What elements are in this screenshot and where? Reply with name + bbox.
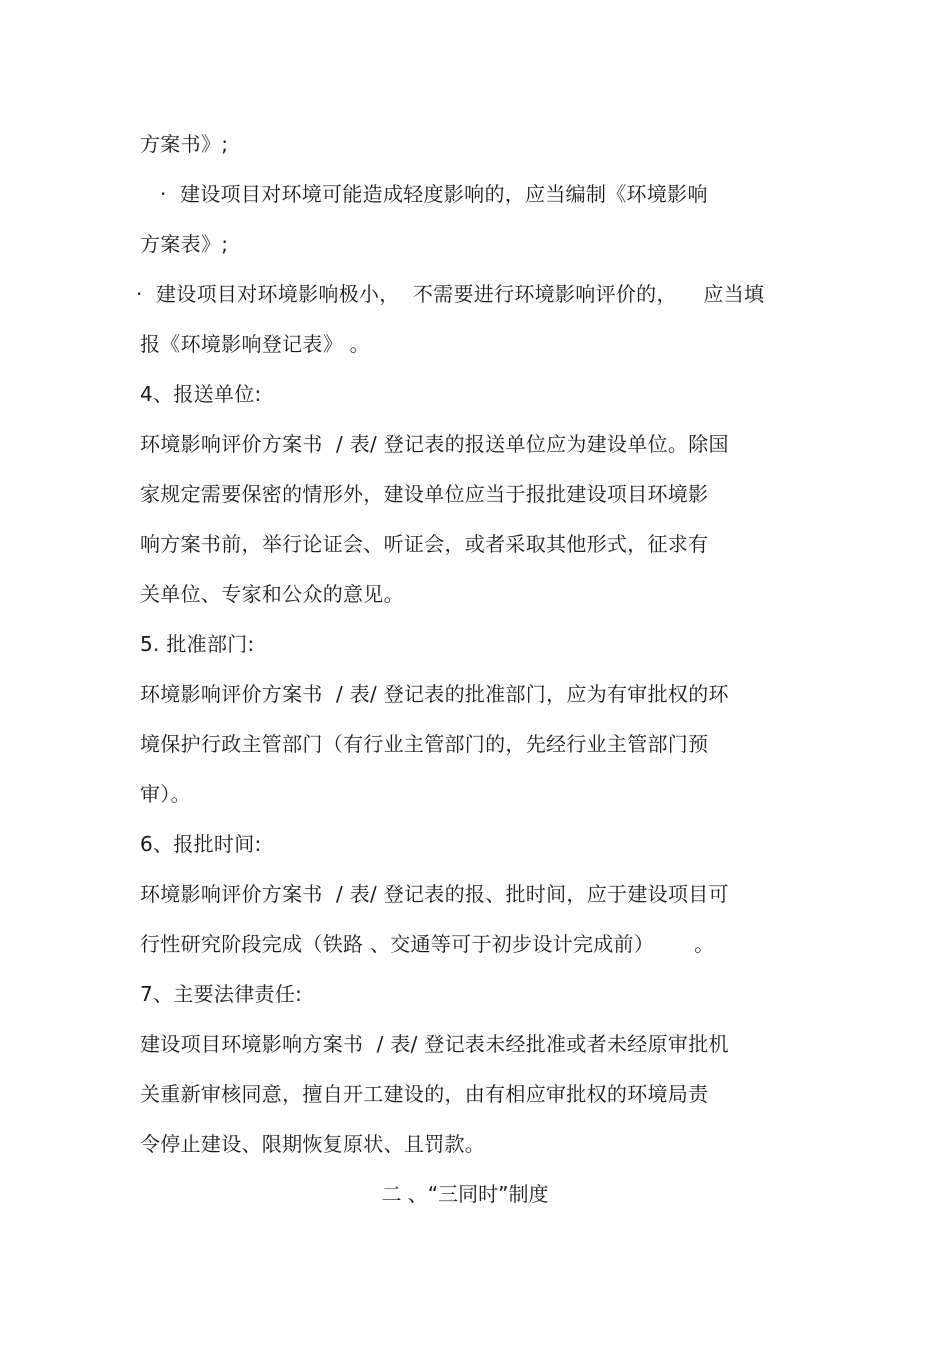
section-title: 二 、“三同时”制度 <box>381 1182 549 1206</box>
text-line: 家规定需要保密的情形外，建设单位应当于报批建设项目环境影 <box>140 482 709 506</box>
text-line: 报《环境影响登记表》 。 <box>140 332 370 356</box>
text-line: 令停止建设、限期恢复原状、且罚款。 <box>140 1132 486 1156</box>
text-line: 关单位、专家和公众的意见。 <box>140 582 404 606</box>
text-line: 环境影响评价方案书 / 表/ 登记表的报送单位应为建设单位。除国 <box>140 432 729 456</box>
text-line: 方案表》; <box>140 232 229 256</box>
section-heading-6: 6、报批时间: <box>140 832 262 856</box>
text-line: 环境影响评价方案书 / 表/ 登记表的报、批时间，应于建设项目可 <box>140 882 729 906</box>
text-line: 建设项目环境影响方案书 / 表/ 登记表未经批准或者未经原审批机 <box>140 1032 729 1056</box>
bullet-line: · 建设项目对环境可能造成轻度影响的，应当编制《环境影响 <box>140 182 708 206</box>
section-heading-5: 5. 批准部门: <box>140 632 255 656</box>
text-line: 环境影响评价方案书 / 表/ 登记表的批准部门，应为有审批权的环 <box>140 682 729 706</box>
text-line: 审）。 <box>140 782 191 806</box>
text-line: 境保护行政主管部门（有行业主管部门的，先经行业主管部门预 <box>140 732 709 756</box>
text-line: 关重新审核同意，擅自开工建设的，由有相应审批权的环境局责 <box>140 1082 709 1106</box>
text-line: 行性研究阶段完成（铁路 、交通等可于初步设计完成前） 。 <box>140 932 715 956</box>
text-line: 方案书》; <box>140 132 229 156</box>
section-heading-4: 4、报送单位: <box>140 382 262 406</box>
text-line: 响方案书前，举行论证会、听证会，或者采取其他形式，征求有 <box>140 532 709 556</box>
section-heading-7: 7、主要法律责任: <box>140 982 303 1006</box>
bullet-line: · 建设项目对环境影响极小， 不需要进行环境影响评价的， 应当填 <box>136 282 765 306</box>
